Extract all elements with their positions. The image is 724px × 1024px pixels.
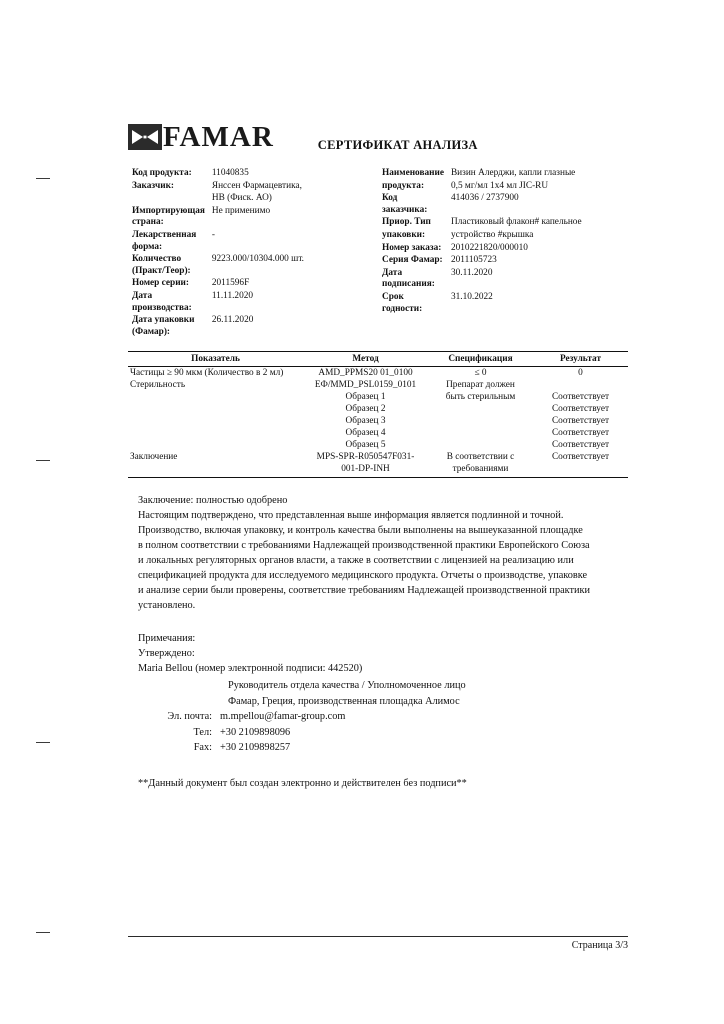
table-row: [128, 463, 628, 478]
info-value: Пластиковый флакон# капельное: [450, 217, 582, 228]
famar-logo: [128, 122, 274, 152]
page-number: Страница 3/3: [571, 940, 628, 951]
info-value: Визин Алерджи, капли глазные: [450, 168, 576, 178]
table-row: [128, 366, 628, 379]
cell-specification: требованиями: [428, 463, 533, 478]
info-value: устройство #крышка: [450, 230, 534, 241]
contact-row-fax: [138, 740, 628, 755]
cell-specification: [428, 403, 533, 415]
contact-value-email[interactable]: m.mpellou@famar-group.com: [220, 711, 346, 723]
approved-label: Утверждено:: [138, 647, 195, 659]
info-row: [128, 277, 378, 290]
info-label: Дата упаковки (Фамар):: [132, 315, 195, 337]
statement-line: в полном соответствии с требованиями Надлежащей производственной практики Европейского Союза: [138, 540, 590, 552]
notes-block: [128, 632, 628, 677]
cell-specification: [428, 427, 533, 439]
info-value: 9223.000/10304.000 шт.: [211, 254, 305, 265]
table-row: [128, 451, 628, 463]
cell-method: 001-DP-INH: [303, 463, 428, 478]
info-value: 2011596F: [211, 278, 250, 289]
cell-result: 0: [578, 367, 583, 378]
cell-indicator: [128, 463, 303, 478]
statement-block: [128, 494, 628, 613]
statement-line: и анализе серии были проверены, соответствие требованиям Надлежащей производственной практики: [138, 584, 591, 596]
info-label: Наименование: [382, 168, 444, 178]
info-value: -: [211, 230, 215, 241]
electronic-signature-note: **Данный документ был создан электронно и действителен без подписи**: [138, 777, 467, 789]
info-label: Номер серии:: [132, 278, 190, 289]
brand-name: FAMAR: [163, 121, 274, 153]
info-row: [128, 253, 378, 277]
statement-line: и локальных регуляторных органов власти, а также в соответствии с лицензией на реализацию или: [138, 555, 574, 566]
cell-specification: [428, 439, 533, 451]
info-value: 31.10.2022: [450, 292, 493, 303]
cell-indicator: [128, 439, 303, 451]
table-row: [128, 439, 628, 451]
info-value: Не применимо: [211, 205, 271, 216]
table-row: [128, 427, 628, 439]
statement-line: установлено.: [138, 599, 196, 611]
info-value: 0,5 мг/мл 1х4 мл JIC-RU: [450, 180, 549, 191]
signature-details: [128, 678, 628, 755]
info-row: [378, 242, 628, 255]
statement-line: Производство, включая упаковку, и контроль качества были выполнены на вышеуказанной площадке: [138, 525, 583, 537]
info-value: 414036 / 2737900: [450, 193, 519, 204]
info-label: Приор. Тип: [382, 217, 431, 228]
logo-butterfly-icon: [128, 124, 162, 150]
table-row: [128, 379, 628, 391]
info-value: 30.11.2020: [450, 267, 493, 278]
contact-label-email: Эл. почта:: [167, 711, 212, 723]
info-row: [378, 267, 628, 291]
info-label: Количество (Практ/Теор):: [132, 254, 191, 276]
cell-indicator: [128, 403, 303, 415]
info-value: НВ (Фиск. АО): [211, 193, 272, 204]
info-label: Номер заказа:: [382, 242, 442, 253]
notes-label: Примечания:: [138, 632, 196, 644]
info-label: Дата подписания:: [382, 267, 435, 290]
info-row: [378, 291, 628, 315]
info-row: [128, 314, 378, 338]
table-row: [128, 403, 628, 415]
contact-row-phone: [138, 725, 628, 740]
document-header: [128, 120, 628, 153]
cell-result: Соответствует: [551, 452, 610, 463]
info-label: [128, 192, 208, 205]
info-label: Серия Фамар:: [382, 255, 443, 266]
scan-edge-tick: [36, 178, 50, 179]
info-value: 2010221820/000010: [450, 242, 528, 253]
info-label: Дата производства:: [132, 291, 192, 313]
cell-result: Соответствует: [551, 440, 610, 451]
info-label: Код продукта:: [132, 168, 192, 178]
info-row: [378, 254, 628, 267]
column-header-result: Результат: [533, 351, 628, 366]
info-label: упаковки:: [382, 230, 426, 241]
conclusion-line: Заключение: полностью одобрено: [138, 495, 288, 507]
column-header-specification: Спецификация: [428, 351, 533, 366]
info-label: Импортирующая страна:: [132, 205, 205, 228]
info-row: [378, 216, 628, 229]
cell-result: [533, 463, 628, 478]
info-value: 26.11.2020: [211, 315, 254, 326]
signer-role-line-1: Руководитель отдела качества / Уполномоченное лицо: [228, 680, 466, 692]
cell-indicator: [128, 427, 303, 439]
info-label: продукта:: [382, 180, 425, 191]
cell-method: Образец 3: [345, 415, 386, 426]
scan-edge-tick: [36, 932, 50, 933]
cell-method: AMD_PPMS20 01_0100: [318, 367, 413, 378]
contact-value-phone: +30 2109898096: [220, 726, 291, 738]
info-row: [378, 167, 628, 180]
cell-result: Соответствует: [551, 391, 610, 402]
results-section: [128, 351, 628, 479]
info-row: [128, 180, 378, 193]
table-row: [128, 391, 628, 403]
info-row: [378, 229, 628, 242]
info-row: [128, 192, 378, 205]
cell-method: Образец 2: [345, 403, 386, 414]
info-row: [378, 180, 628, 193]
cell-result: Соответствует: [551, 415, 610, 426]
info-row: [128, 290, 378, 314]
info-row: [128, 167, 378, 180]
cell-indicator: Стерильность: [130, 379, 186, 390]
scan-edge-tick: [36, 460, 50, 461]
cell-result: Соответствует: [551, 428, 610, 438]
cell-specification: Препарат должен: [446, 379, 515, 390]
cell-indicator: [128, 415, 303, 427]
column-header-method: Метод: [303, 351, 428, 366]
cell-indicator: [128, 391, 303, 403]
cell-result: [533, 379, 628, 391]
cell-result: Соответствует: [551, 403, 610, 414]
document-content: [128, 120, 628, 789]
cell-specification: быть стерильным: [445, 391, 516, 402]
info-table-row: [128, 167, 628, 339]
product-info-table: [128, 167, 628, 339]
contact-value-fax: +30 2109898257: [220, 742, 291, 754]
info-right-block: [378, 167, 628, 315]
contact-row-email: [138, 709, 628, 724]
info-left-block: [128, 167, 378, 339]
results-header-row: [128, 351, 628, 366]
contact-label-fax: Fax:: [193, 742, 212, 754]
info-label: Срок годности:: [382, 292, 423, 314]
cell-specification: ≤ 0: [474, 367, 487, 378]
cell-method: MPS-SPR-R050547F031-: [316, 452, 415, 463]
info-label: Лекарственная форма:: [132, 230, 197, 252]
footer-divider: [128, 936, 628, 937]
info-label: Заказчик:: [132, 180, 175, 191]
results-table: [128, 351, 628, 479]
page-title: СЕРТИФИКАТ АНАЛИЗА: [317, 138, 478, 152]
info-value: 11.11.2020: [211, 291, 254, 302]
info-value: Янссен Фармацевтика,: [211, 180, 302, 191]
statement-line: спецификацией продукта для исследуемого медицинского продукта. Отчеты о производстве, упаковке: [138, 569, 588, 581]
info-value: 2011105723: [450, 255, 497, 266]
info-row: [128, 229, 378, 253]
contact-label-phone: Тел:: [193, 726, 212, 738]
column-header-indicator: Показатель: [128, 351, 303, 366]
cell-specification: В соответствии с: [446, 452, 515, 463]
cell-method: ЕФ/MMD_PSL0159_0101: [314, 379, 417, 390]
signer-role-line-2: Фамар, Греция, производственная площадка Алимос: [228, 695, 460, 707]
cell-method: Образец 5: [345, 440, 386, 451]
cell-method: Образец 1: [345, 391, 386, 402]
table-row: [128, 415, 628, 427]
info-value: 11040835: [211, 168, 249, 178]
info-row: [128, 205, 378, 229]
info-row: [378, 192, 628, 216]
cell-indicator: Заключение: [130, 452, 178, 463]
cell-indicator: Частицы ≥ 90 мкм (Количество в 2 мл): [130, 367, 284, 378]
signer-name: Maria Bellou (номер электронной подписи: 442520): [138, 662, 363, 674]
info-label: Код заказчика:: [382, 193, 428, 215]
cell-specification: [428, 415, 533, 427]
statement-line: Настоящим подтверждено, что представленная выше информация является подлинной и точной.: [138, 510, 564, 522]
scan-edge-tick: [36, 742, 50, 743]
cell-method: Образец 4: [345, 428, 386, 438]
